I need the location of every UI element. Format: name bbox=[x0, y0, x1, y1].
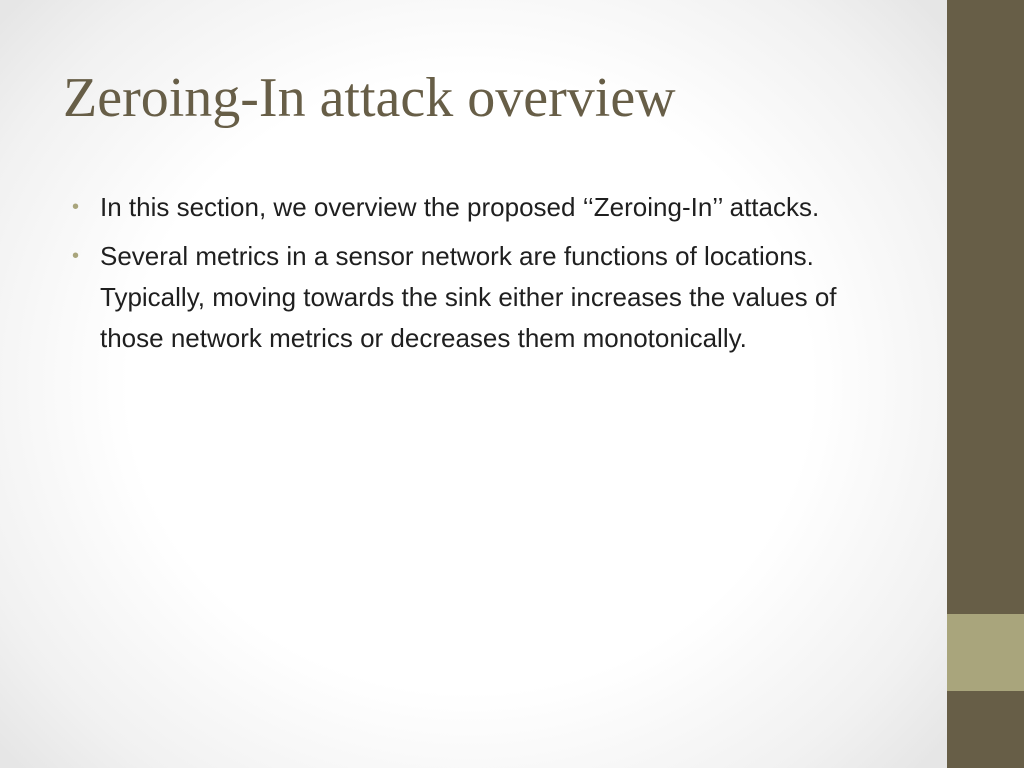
bullet-text: Several metrics in a sensor network are functions of locations. Typically, moving towards the sink either increases the values of those network metrics or decreases them monotonically. bbox=[100, 241, 837, 353]
bullet-list bbox=[72, 187, 880, 367]
decorative-sidebar-accent bbox=[947, 614, 1024, 691]
bullet-icon: • bbox=[72, 196, 80, 218]
slide-title: Zeroing-In attack overview bbox=[63, 67, 676, 129]
bullet-text: In this section, we overview the proposed ‘‘Zeroing-In’’ attacks. bbox=[100, 192, 820, 222]
bullet-item bbox=[72, 187, 880, 228]
bullet-icon: • bbox=[72, 245, 80, 267]
bullet-item bbox=[72, 236, 880, 359]
